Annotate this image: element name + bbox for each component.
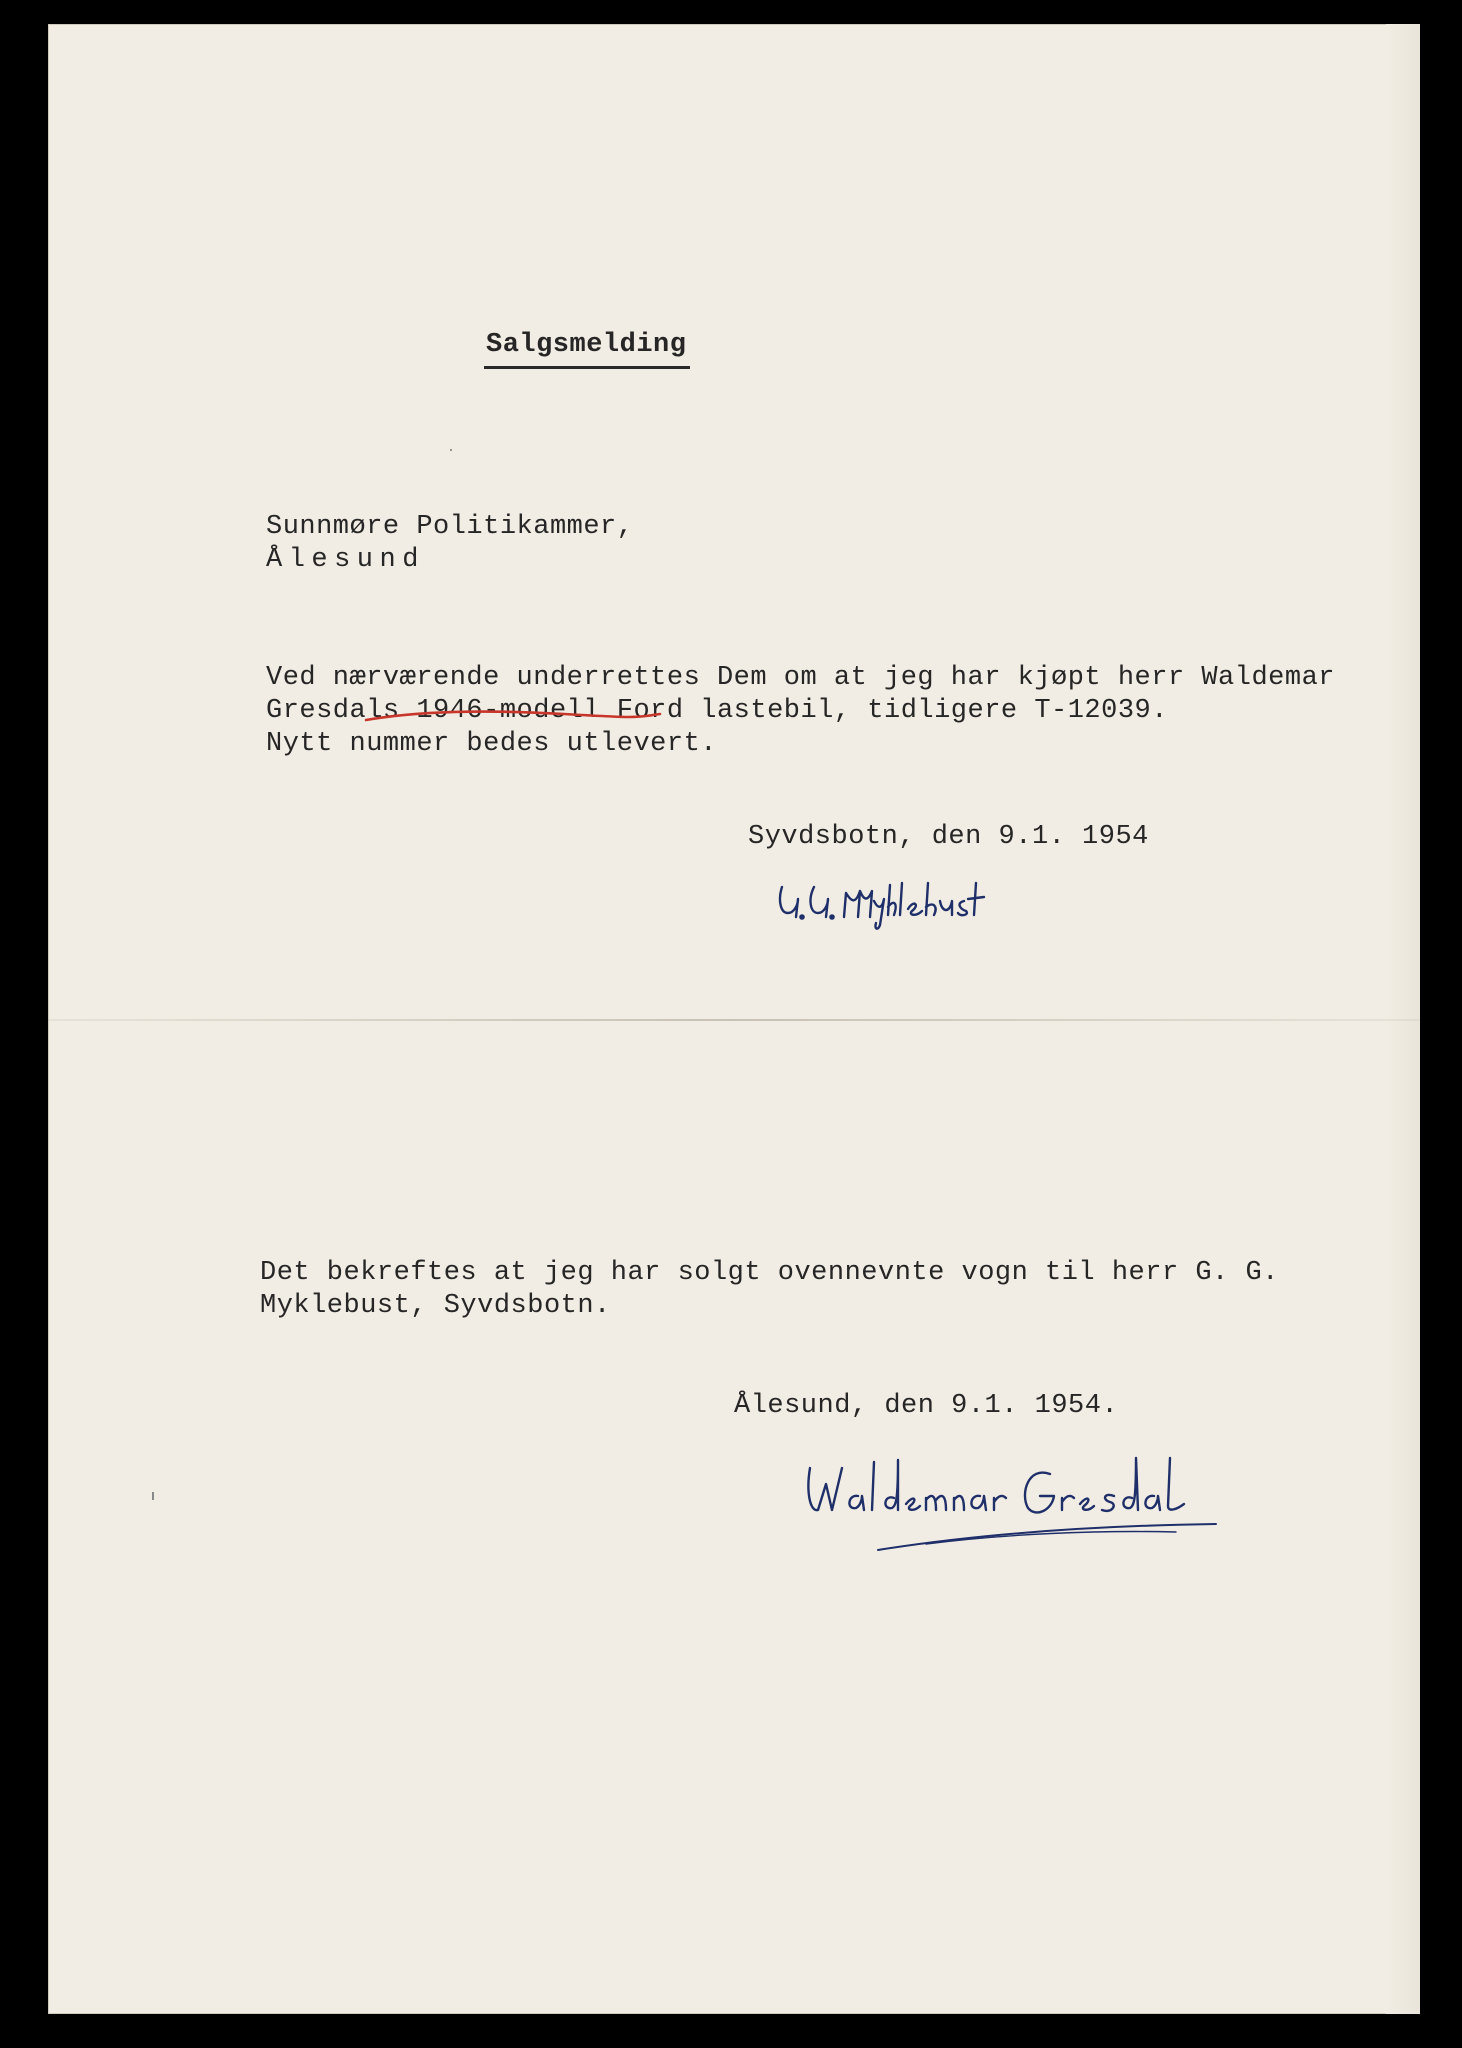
red-underline-mark bbox=[364, 708, 664, 728]
fold-line bbox=[48, 1019, 1420, 1021]
recipient-line-1: Sunnmøre Politikammer, bbox=[266, 512, 634, 542]
recipient-line-2: Ålesund bbox=[266, 545, 425, 575]
title-underline bbox=[484, 366, 690, 369]
signature-myklebust bbox=[774, 869, 1074, 939]
document-title: Salgsmelding bbox=[486, 330, 687, 360]
paper-speck bbox=[152, 1492, 154, 1500]
paragraph-1-line-1: Ved nærværende underrettes Dem om at jeg har kjøpt herr Waldemar bbox=[266, 663, 1335, 693]
paragraph-1-line-3: Nytt nummer bedes utlevert. bbox=[266, 729, 717, 759]
place-date-2: Ålesund, den 9.1. 1954. bbox=[734, 1391, 1119, 1421]
document-page bbox=[48, 24, 1420, 2014]
place-date-1: Syvdsbotn, den 9.1. 1954 bbox=[748, 822, 1149, 852]
signature-gresdal bbox=[796, 1444, 1356, 1584]
paragraph-2-line-1: Det bekreftes at jeg har solgt ovennevnte vogn til herr G. G. bbox=[260, 1258, 1279, 1288]
paragraph-2-line-2: Myklebust, Syvdsbotn. bbox=[260, 1291, 611, 1321]
paragraph-1-line-2: Gresdals 1946-modell Ford lastebil, tidligere T-12039. bbox=[266, 696, 1168, 726]
paper-speck bbox=[450, 449, 452, 451]
